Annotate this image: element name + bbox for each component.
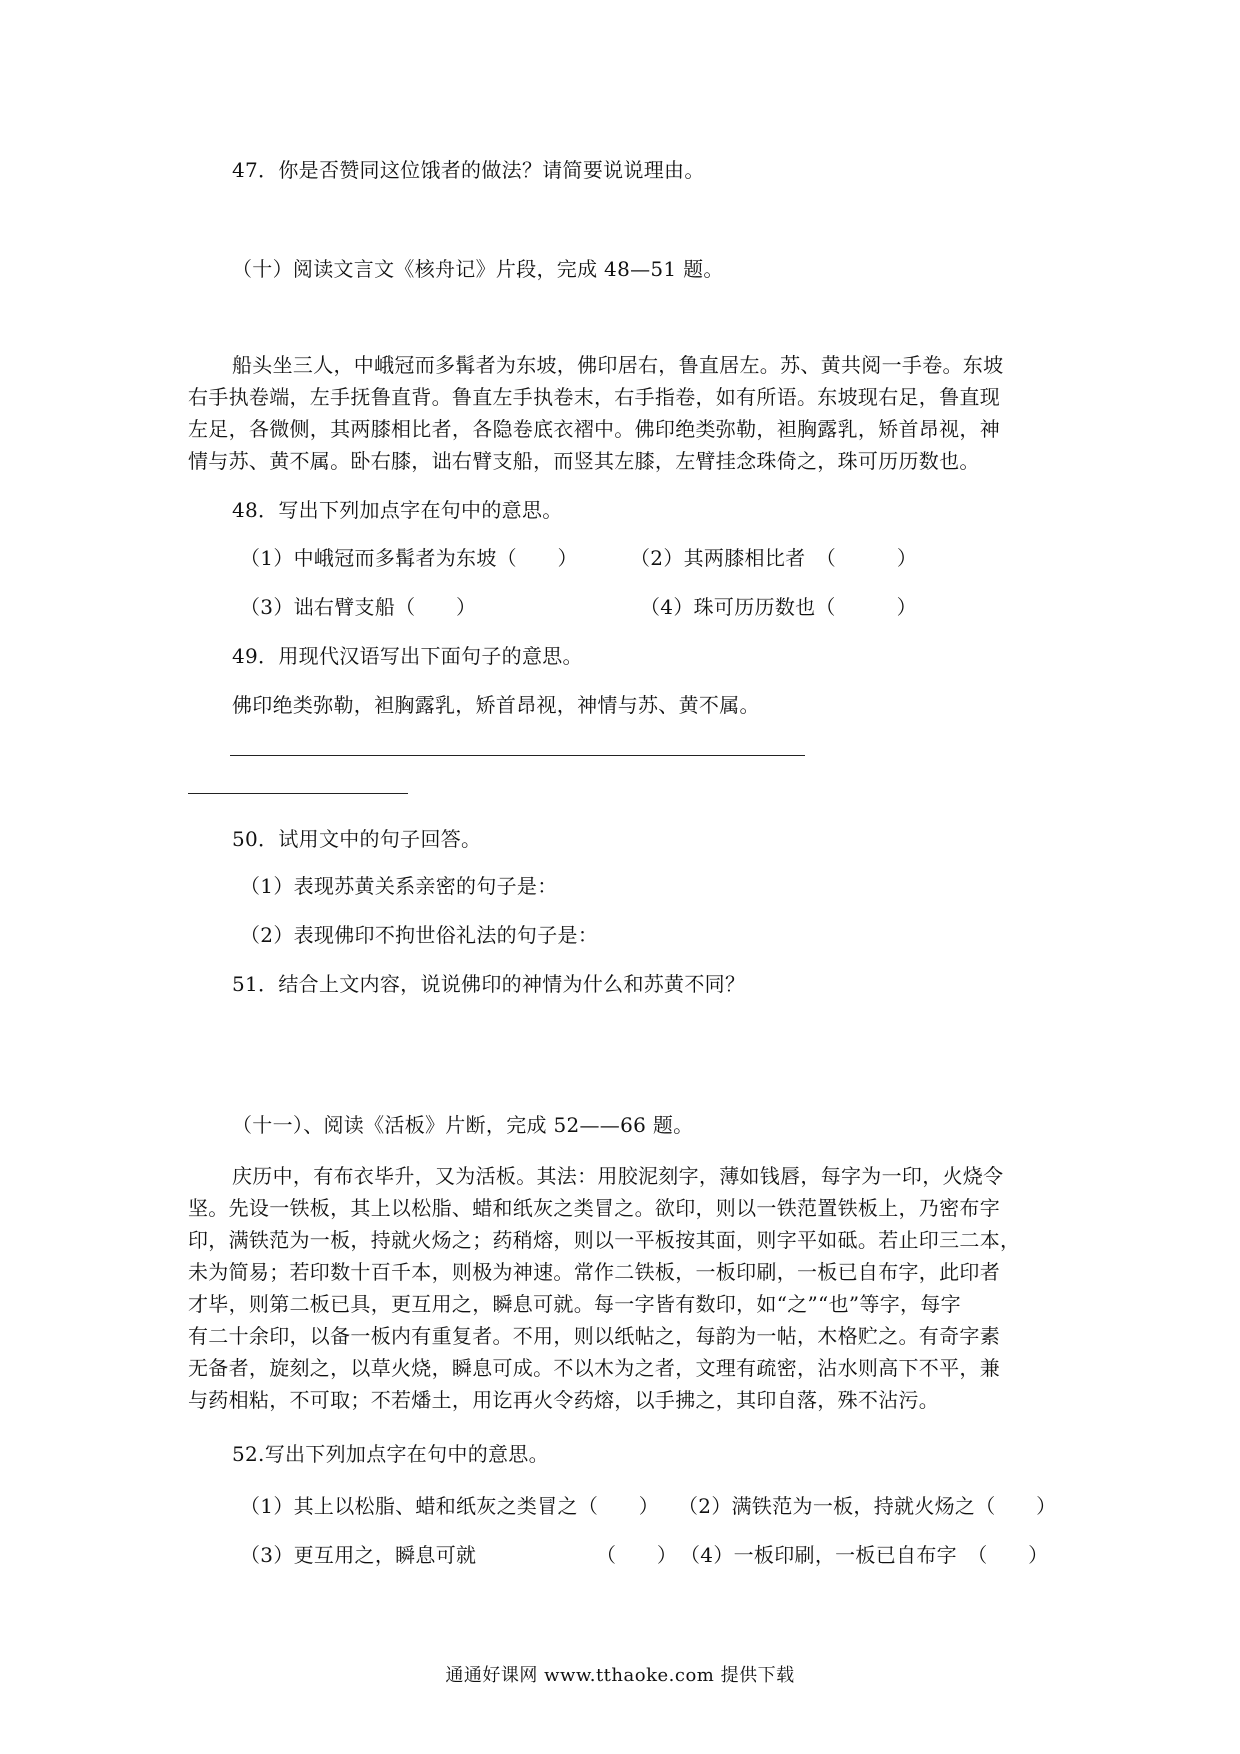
section-10-heading: （十）阅读文言文《核舟记》片段，完成 48—51 题。 <box>232 257 724 281</box>
passage-line: 才毕，则第二板已具，更互用之，瞬息可就。每一字皆有数印，如“之”“也”等字，每字 <box>188 1292 961 1316</box>
question-50-stem: 50．试用文中的句子回答。 <box>232 827 482 851</box>
question-50-item-2: （2）表现佛印不拘世俗礼法的句子是： <box>240 923 599 947</box>
section-11-heading: （十一）、阅读《活板》片断，完成 52——66 题。 <box>232 1113 694 1137</box>
passage-line: 船头坐三人，中峨冠而多髯者为东坡，佛印居右，鲁直居左。苏、黄共阅一手卷。东坡 <box>232 353 1004 377</box>
question-52-stem: 52.写出下列加点字在句中的意思。 <box>232 1442 549 1466</box>
question-48-item-2: （2）其两膝相比者 （ ） <box>630 546 918 570</box>
page-footer: 通通好课网 www.tthaoke.com 提供下载 <box>445 1665 795 1686</box>
question-48-item-3: （3）诎右臂支船（ ） <box>240 595 477 619</box>
question-48-stem: 48．写出下列加点字在句中的意思。 <box>232 498 563 522</box>
passage-line: 未为简易；若印数十百千本，则极为神速。常作二铁板，一板印刷，一板已自布字，此印者 <box>188 1260 1000 1284</box>
passage-line: 右手执卷端，左手抚鲁直背。鲁直左手执卷末，右手指卷，如有所语。东坡现右足，鲁直现 <box>188 385 1000 409</box>
question-49-stem: 49．用现代汉语写出下面句子的意思。 <box>232 644 583 668</box>
answer-line[interactable] <box>230 755 805 756</box>
question-52-item-1: （1）其上以松脂、蜡和纸灰之类冒之（ ） <box>240 1494 660 1518</box>
passage-line: 左足，各微侧，其两膝相比者，各隐卷底衣褶中。佛印绝类弥勒，袒胸露乳，矫首昂视，神 <box>188 417 1000 441</box>
passage-line: 情与苏、黄不属。卧右膝，诎右臂支船，而竖其左膝，左臂挂念珠倚之，珠可历历数也。 <box>188 449 980 473</box>
question-50-item-1: （1）表现苏黄关系亲密的句子是： <box>240 874 558 898</box>
answer-line[interactable] <box>188 793 408 794</box>
question-52-item-2: （2）满铁范为一板，持就火炀之（ ） <box>678 1494 1057 1518</box>
passage-line: 有二十余印，以备一板内有重复者。不用，则以纸帖之，每韵为一帖，木格贮之。有奇字素 <box>188 1324 1000 1348</box>
question-51: 51．结合上文内容，说说佛印的神情为什么和苏黄不同？ <box>232 972 746 996</box>
question-52-item-3-blank: （ ） <box>596 1543 678 1567</box>
passage-line: 庆历中，有布衣毕升，又为活板。其法：用胶泥刻字，薄如钱唇，每字为一印，火烧令 <box>232 1164 1004 1188</box>
question-48-item-1: （1）中峨冠而多髯者为东坡（ ） <box>240 546 578 570</box>
passage-line: 无备者，旋刻之，以草火烧，瞬息可成。不以木为之者，文理有疏密，沾水则高下不平，兼 <box>188 1356 1000 1380</box>
passage-line: 与药相粘，不可取；不若燔土，用讫再火令药熔，以手拂之，其印自落，殊不沾污。 <box>188 1388 940 1412</box>
question-52-item-3: （3）更互用之，瞬息可就 <box>240 1543 477 1567</box>
question-47: 47．你是否赞同这位饿者的做法？请简要说说理由。 <box>232 158 705 182</box>
question-48-item-4: （4）珠可历历数也（ ） <box>640 595 917 619</box>
passage-line: 坚。先设一铁板，其上以松脂、蜡和纸灰之类冒之。欲印，则以一铁范置铁板上，乃密布字 <box>188 1196 1000 1220</box>
passage-line: 印，满铁范为一板，持就火炀之；药稍熔，则以一平板按其面，则字平如砥。若止印三二本， <box>188 1228 1021 1252</box>
question-52-item-4: （4）一板印刷，一板已自布字 （ ） <box>680 1543 1049 1567</box>
question-49-sentence: 佛印绝类弥勒，袒胸露乳，矫首昂视，神情与苏、黄不属。 <box>232 693 760 717</box>
